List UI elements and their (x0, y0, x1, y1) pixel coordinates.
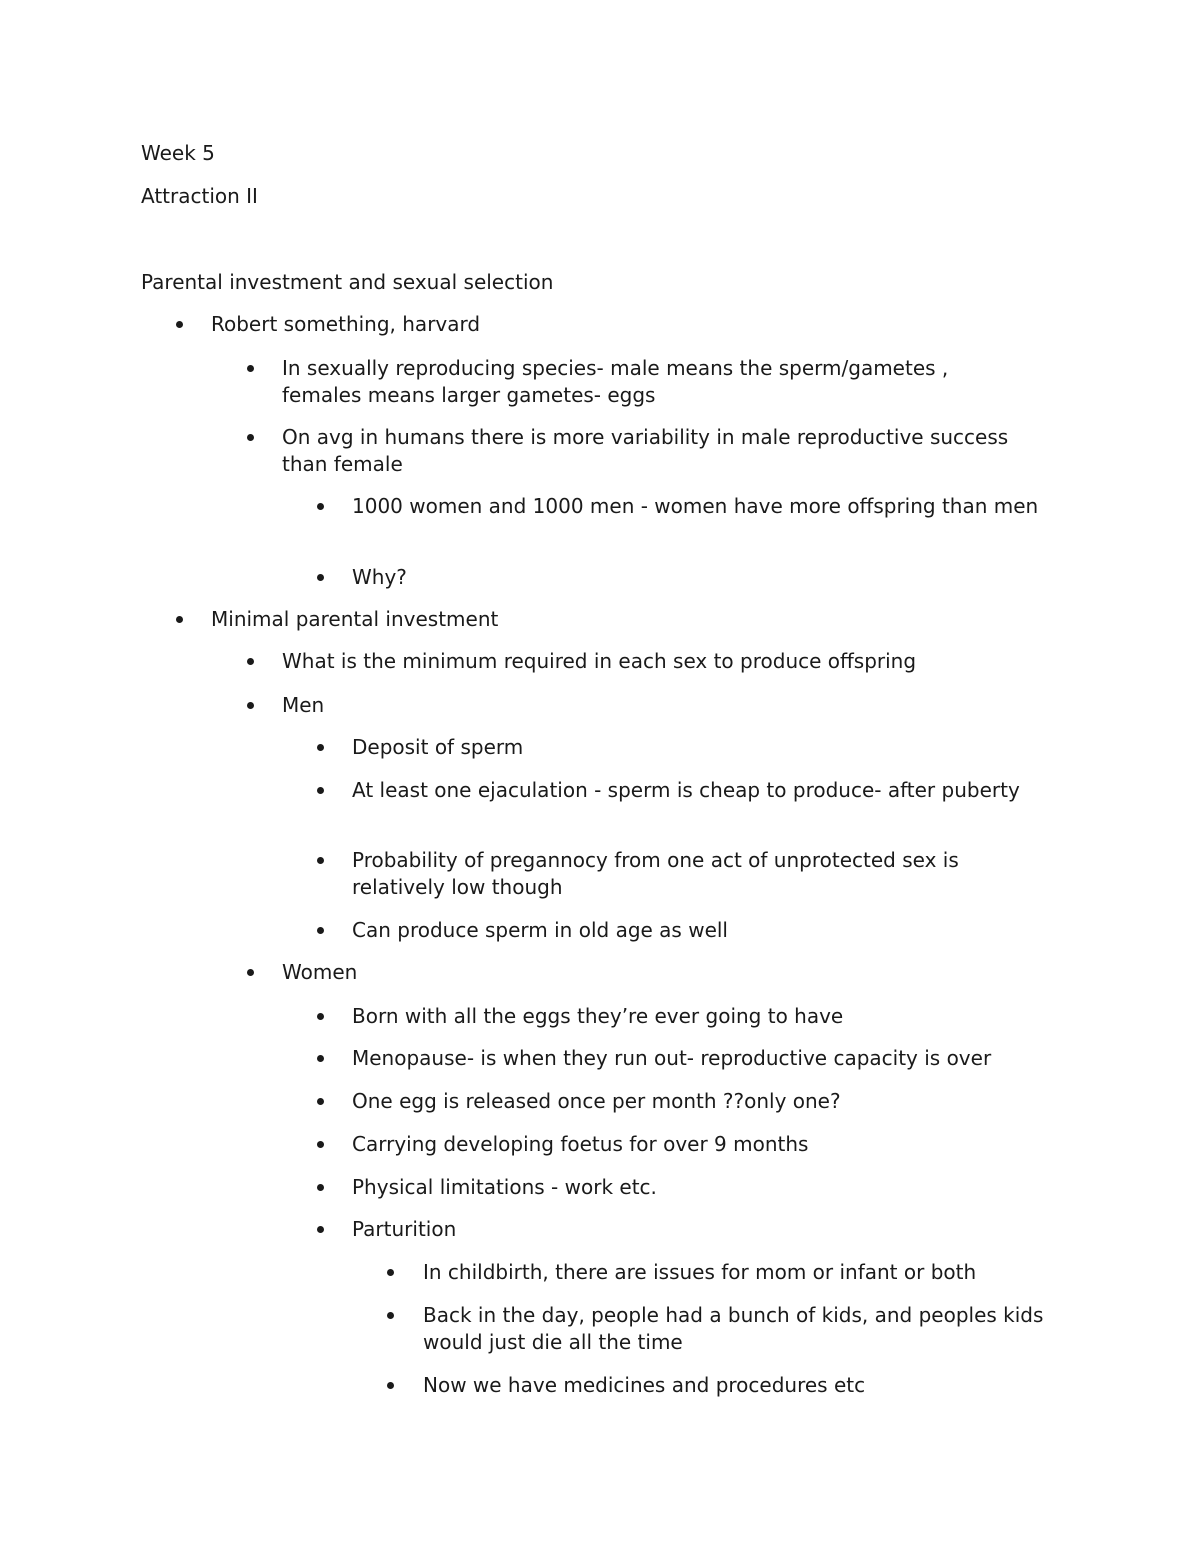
list-item-text: Born with all the eggs they’re ever going to have (352, 1004, 844, 1028)
list-item-text: 1000 women and 1000 men - women have more offspring than men (352, 494, 1039, 518)
week-heading: Week 5 (141, 141, 215, 165)
bullet-icon (247, 702, 254, 709)
bullet-icon (317, 503, 324, 510)
list-item-text: At least one ejaculation - sperm is cheap to produce- after puberty (352, 778, 1020, 802)
bullet-icon (176, 616, 183, 623)
list-item-text: Physical limitations - work etc. (352, 1175, 657, 1199)
list-item-text: In childbirth, there are issues for mom or infant or both (423, 1260, 977, 1284)
bullet-icon (247, 658, 254, 665)
bullet-icon (317, 1098, 324, 1105)
bullet-icon (317, 1055, 324, 1062)
bullet-icon (317, 787, 324, 794)
bullet-icon (317, 1013, 324, 1020)
list-item-text: On avg in humans there is more variability in male reproductive success than female (282, 425, 1009, 476)
list-item-text: Robert something, harvard (211, 312, 481, 336)
bullet-icon (317, 744, 324, 751)
bullet-icon (247, 969, 254, 976)
list-item-text: Men (282, 693, 325, 717)
list-item-text: Probability of pregannocy from one act of unprotected sex is relatively low though (352, 848, 959, 899)
bullet-icon (387, 1269, 394, 1276)
bullet-icon (317, 927, 324, 934)
bullet-icon (247, 434, 254, 441)
bullet-icon (317, 857, 324, 864)
bullet-icon (387, 1382, 394, 1389)
list-item-text: Can produce sperm in old age as well (352, 918, 728, 942)
list-item-text: What is the minimum required in each sex to produce offspring (282, 649, 917, 673)
list-item-text: Back in the day, people had a bunch of kids, and peoples kids would just die all the time (423, 1303, 1044, 1354)
list-item-text: Minimal parental investment (211, 607, 499, 631)
bullet-icon (317, 1184, 324, 1191)
topic-heading: Attraction II (141, 184, 258, 208)
list-item-text: Why? (352, 565, 407, 589)
list-item-text: One egg is released once per month ??only one? (352, 1089, 841, 1113)
list-item-text: Carrying developing foetus for over 9 months (352, 1132, 809, 1156)
list-item-text: Deposit of sperm (352, 735, 524, 759)
bullet-icon (387, 1312, 394, 1319)
list-item-text: In sexually reproducing species- male means the sperm/gametes , females means larger gametes- eggs (282, 356, 949, 407)
list-item-text: Now we have medicines and procedures etc (423, 1373, 866, 1397)
list-item-text: Women (282, 960, 358, 984)
bullet-icon (317, 1226, 324, 1233)
bullet-icon (317, 1141, 324, 1148)
bullet-icon (247, 365, 254, 372)
list-item-text: Menopause- is when they run out- reproductive capacity is over (352, 1046, 992, 1070)
bullet-icon (317, 574, 324, 581)
bullet-icon (176, 321, 183, 328)
section-heading: Parental investment and sexual selection (141, 270, 554, 294)
list-item-text: Parturition (352, 1217, 457, 1241)
